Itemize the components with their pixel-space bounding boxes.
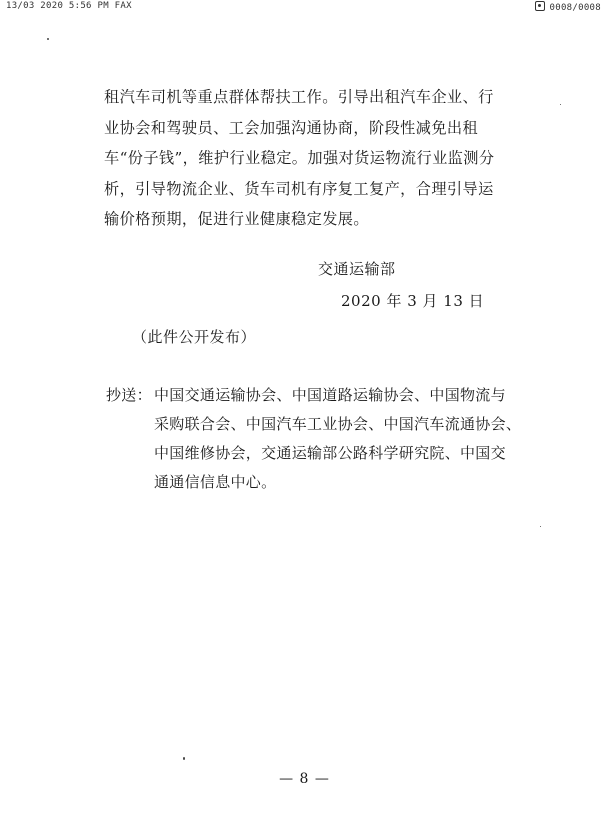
body-paragraph-text: 租汽车司机等重点群体帮扶工作。引导出租汽车企业、行业协会和驾驶员、工会加强沟通协商，阶段性减免出租车“份子钱”，维护行业稳定。加强对货运物流行业监测分析，引导物流企业、货车司机有序复工复产，合理引导运输价格预期，促进行业健康稳定发展。: [104, 88, 495, 228]
cc-list: [154, 381, 522, 497]
body-paragraph: [104, 82, 496, 235]
fax-page-counter-text: 0008/0008: [549, 3, 601, 13]
cc-label: 抄送：: [106, 386, 152, 404]
cc-line: 中国交通运输协会、中国道路运输协会、中国物流与: [154, 386, 506, 404]
scan-speck: [540, 526, 541, 527]
fax-timestamp: 13/03 2020 5:56 PM FAX: [6, 1, 132, 11]
scan-speck: [47, 38, 49, 40]
cc-line: 通通信信息中心。: [154, 473, 277, 491]
scan-speck: [560, 104, 561, 105]
cc-line: 采购联合会、中国汽车工业协会、中国汽车流通协会、: [154, 415, 522, 433]
fax-header: [0, 0, 609, 14]
fax-icon: [535, 1, 545, 11]
page-number: — 8 —: [279, 771, 330, 787]
scan-speck: [183, 757, 185, 760]
signature-date: 2020 年 3 月 13 日: [341, 292, 485, 310]
fax-page-counter: [535, 1, 601, 13]
publish-note: （此件公开发布）: [132, 328, 257, 346]
signature-org: 交通运输部: [318, 260, 396, 278]
cc-line: 中国维修协会，交通运输部公路科学研究院、中国交: [154, 444, 506, 462]
